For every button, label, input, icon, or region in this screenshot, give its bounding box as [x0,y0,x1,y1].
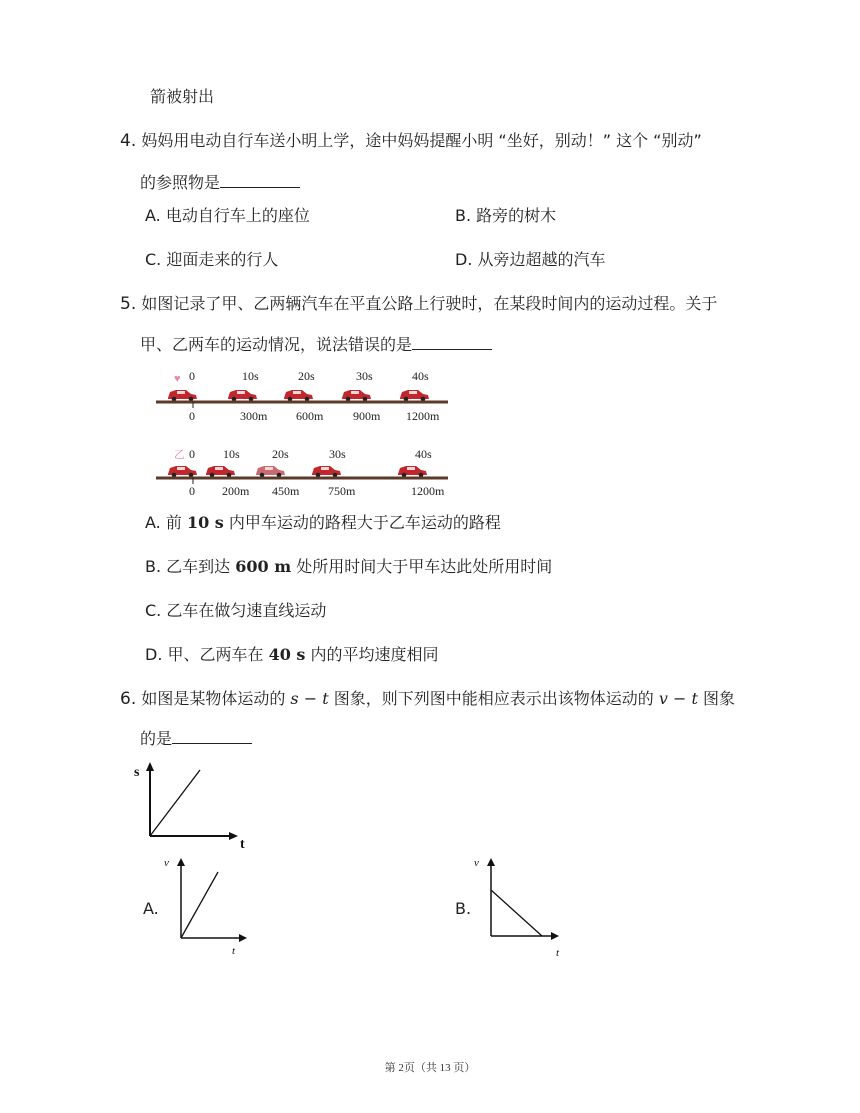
vt-b-ylabel: v [474,857,479,869]
car-motion-figure [150,362,460,502]
st-xlabel: t [240,837,245,852]
q4-stem-line2 [140,171,300,194]
q6-stem-post: 图象 [697,689,735,708]
jia-time-0: 0 [189,369,195,383]
q5-stem-line2 [140,333,492,356]
jia-time-4: 40s [412,369,429,383]
vt-b-line [491,890,542,936]
q6-stem-pre: 如图是某物体运动的 [141,689,291,708]
car-icon [284,390,313,401]
vt-a-line [181,872,218,938]
q6-stem-line2 [140,727,252,750]
yi-pos-1: 200m [222,484,250,498]
q6-stem-text2: 的是 [140,729,173,748]
y-arrow-icon [146,762,154,771]
q5-number: 5. [120,294,137,314]
car-icon [256,466,285,477]
yi-time-3: 30s [329,447,346,461]
q5-option-a-post: 内甲车运动的路程大于乙车运动的路程 [223,513,501,532]
vt-graph-b [470,852,570,960]
car-icon [168,390,197,401]
q5-option-d [145,644,439,666]
page-footer: 第 2页（共 13 页） [384,1062,476,1074]
yi-time-2: 20s [272,447,289,461]
q5-option-b [145,556,552,578]
car-icon [168,466,197,477]
yi-time-4: 40s [415,447,432,461]
q6-number: 6. [120,689,137,709]
q5-option-d-pre: D. 甲、乙两车在 [145,645,269,664]
y-arrow-icon [177,858,185,866]
car-icon [312,466,341,477]
jia-time-2: 20s [298,369,315,383]
continuation-text: 箭被射出 [150,87,215,106]
q4-stem-text2: 的参照物是 [140,173,221,192]
yi-row [156,447,448,498]
x-arrow-icon [229,832,238,840]
jia-time-3: 30s [356,369,373,383]
q5-stem-line1 [120,293,717,315]
q5-option-a [145,512,501,534]
st-graph [130,758,260,856]
q4-option-b: B. 路旁的树木 [455,206,557,225]
q5-option-d-num: 40 s [268,645,306,664]
yi-time-0: 0 [189,447,195,461]
car-icon [206,466,235,477]
car-icon [400,390,429,401]
jia-pos-4: 1200m [406,409,440,423]
q5-option-b-num: 600 m [235,557,292,576]
answer-blank [172,727,252,744]
jia-time-1: 10s [242,369,259,383]
yi-pos-2: 450m [272,484,300,498]
yi-pos-0: 0 [189,484,195,498]
q5-stem-text: 如图记录了甲、乙两辆汽车在平直公路上行驶时，在某段时间内的运动过程。关于 [141,294,718,313]
answer-blank [220,171,300,188]
q6-math-st: s − t [290,689,329,708]
q5-option-c: C. 乙车在做匀速直线运动 [145,601,327,620]
jia-pos-0: 0 [189,409,195,423]
q5-stem-text2: 甲、乙两车的运动情况，说法错误的是 [140,335,413,354]
q5-option-b-post: 处所用时间大于甲车达此处所用时间 [291,557,553,576]
q5-option-b-pre: B. 乙车到达 [145,557,236,576]
yi-pos-4: 1200m [411,484,445,498]
car-icon [398,466,427,477]
yi-time-1: 10s [223,447,240,461]
q4-option-a: A. 电动自行车上的座位 [145,206,310,225]
car-icon [342,390,371,401]
vt-a-ylabel: v [164,857,169,869]
q6-stem-mid: 图象，则下列图中能相应表示出该物体运动的 [328,689,659,708]
jia-pos-1: 300m [240,409,268,423]
vt-a-xlabel: t [232,945,236,957]
x-arrow-icon [551,932,559,940]
vt-graph-a [160,852,260,958]
x-arrow-icon [239,934,247,942]
vt-b-xlabel: t [556,947,560,959]
jia-pos-2: 600m [296,409,324,423]
q6-stem-line1 [120,688,735,710]
q4-number: 4. [120,131,137,151]
q4-option-d: D. 从旁边超越的汽车 [455,250,606,269]
yi-marker-icon: 乙 [174,449,185,461]
jia-pos-3: 900m [353,409,381,423]
jia-row [156,369,448,423]
st-line [150,770,200,836]
q6-option-a-label: A. [143,899,159,918]
q6-math-vt: v − t [658,689,698,708]
y-arrow-icon [487,858,495,866]
answer-blank [412,333,492,350]
q5-option-a-num: 10 s [186,513,224,532]
q6-option-b-label: B. [455,899,472,918]
jia-marker-icon: ♥ [174,373,181,385]
yi-pos-3: 750m [328,484,356,498]
q5-option-a-pre: A. 前 [145,513,187,532]
q5-option-d-post: 内的平均速度相同 [305,645,439,664]
q4-stem-text: 妈妈用电动自行车送小明上学，途中妈妈提醒小明 “坐好，别动！” 这个 “别动” [141,131,702,150]
car-icon [228,390,257,401]
q4-stem-line1 [120,130,702,152]
st-ylabel: s [134,765,140,780]
q4-option-c: C. 迎面走来的行人 [145,250,279,269]
